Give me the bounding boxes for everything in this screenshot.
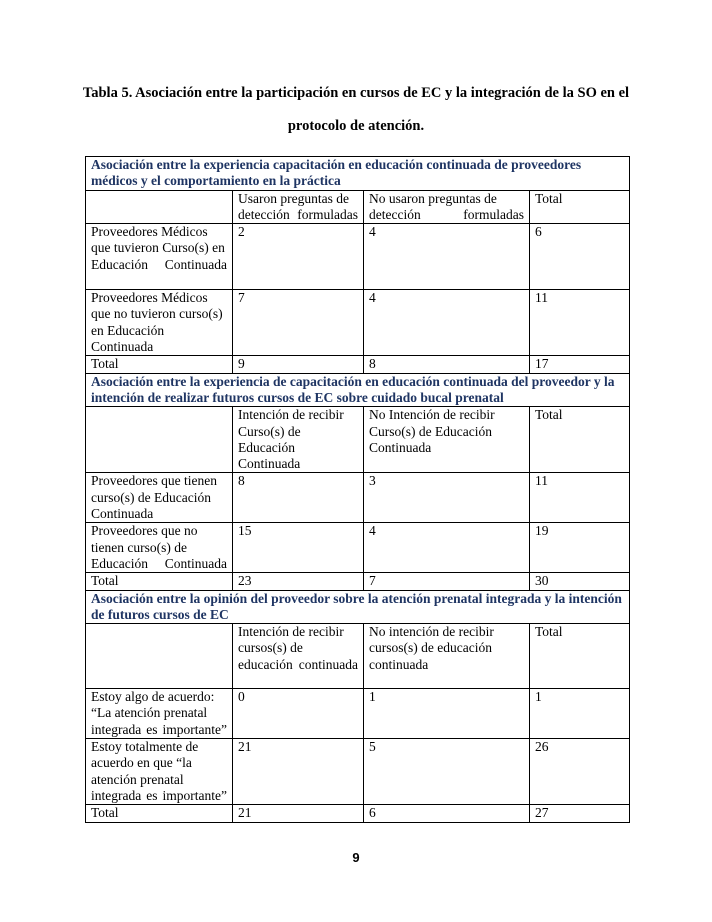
- cell-value: 5: [364, 739, 530, 805]
- cell-value: 2: [233, 224, 364, 290]
- cell-value: 27: [530, 805, 630, 822]
- cell-value: 4: [364, 290, 530, 356]
- row-label: Estoy algo de acuerdo: “La atención prenatal integrada es importante”: [86, 689, 233, 739]
- row-label: Total: [86, 805, 233, 822]
- empty-header-cell: [86, 190, 233, 224]
- cell-value: 19: [530, 523, 630, 573]
- row-label: Total: [86, 573, 233, 590]
- section-3-col-2-header: No intención de recibir cursos(s) de educación continuada: [364, 624, 530, 689]
- section-1-col-2-header: No usaron preguntas de detección formuladas: [364, 190, 530, 224]
- cell-value: 17: [530, 356, 630, 373]
- section-2-col-3-header: Total: [530, 407, 630, 473]
- cell-value: 26: [530, 739, 630, 805]
- cell-value: 1: [530, 689, 630, 739]
- cell-value: 15: [233, 523, 364, 573]
- cell-value: 6: [364, 805, 530, 822]
- cell-value: 7: [364, 573, 530, 590]
- section-3-column-header-row: [86, 624, 630, 689]
- cell-value: 4: [364, 523, 530, 573]
- cell-value: 21: [233, 739, 364, 805]
- table-row: [86, 689, 630, 739]
- cell-value: 11: [530, 290, 630, 356]
- section-2-heading-row: [86, 373, 630, 407]
- section-2-col-1-header: Intención de recibir Curso(s) de Educación Continuada: [233, 407, 364, 473]
- section-1-heading-row: [86, 157, 630, 191]
- cell-value: 8: [364, 356, 530, 373]
- cell-value: 7: [233, 290, 364, 356]
- table-row: [86, 739, 630, 805]
- section-3-col-3-header: Total: [530, 624, 630, 689]
- row-label: Total: [86, 356, 233, 373]
- cell-value: 23: [233, 573, 364, 590]
- table-row: [86, 224, 630, 290]
- empty-header-cell: [86, 624, 233, 689]
- table-title-line-1: Tabla 5. Asociación entre la participación en cursos de EC y la integración de la SO en el: [82, 85, 630, 101]
- row-label: Estoy totalmente de acuerdo en que “la atención prenatal integrada es importante”: [86, 739, 233, 805]
- total-row: [86, 356, 630, 373]
- section-2-col-2-header: No Intención de recibir Curso(s) de Educación Continuada: [364, 407, 530, 473]
- section-3-col-1-header: Intención de recibir cursos(s) de educación continuada: [233, 624, 364, 689]
- cell-value: 6: [530, 224, 630, 290]
- section-2-heading: Asociación entre la experiencia de capacitación en educación continuada del proveedor y la intención de realizar futuros cursos de EC sobre cuidado bucal prenatal: [86, 373, 630, 407]
- section-3-heading: Asociación entre la opinión del proveedor sobre la atención prenatal integrada y la intención de futuros cursos de EC: [86, 590, 630, 624]
- cell-value: 30: [530, 573, 630, 590]
- section-1-column-header-row: [86, 190, 630, 224]
- total-row: [86, 573, 630, 590]
- cell-value: 11: [530, 473, 630, 523]
- table-row: [86, 290, 630, 356]
- table-title-line-2: protocolo de atención.: [287, 118, 425, 134]
- cell-value: 21: [233, 805, 364, 822]
- section-1-col-3-header: Total: [530, 190, 630, 224]
- empty-header-cell: [86, 407, 233, 473]
- cell-value: 4: [364, 224, 530, 290]
- table-row: [86, 473, 630, 523]
- cell-value: 9: [233, 356, 364, 373]
- cell-value: 8: [233, 473, 364, 523]
- row-label: Proveedores que tienen curso(s) de Educación Continuada: [86, 473, 233, 523]
- total-row: [86, 805, 630, 822]
- cell-value: 3: [364, 473, 530, 523]
- section-3-heading-row: [86, 590, 630, 624]
- section-2-column-header-row: [86, 407, 630, 473]
- cell-value: 1: [364, 689, 530, 739]
- page-number: 9: [352, 850, 360, 865]
- row-label: Proveedores Médicos que tuvieron Curso(s) en Educación Continuada: [86, 224, 233, 290]
- table-row: [86, 523, 630, 573]
- row-label: Proveedores Médicos que no tuvieron curso(s) en Educación Continuada: [86, 290, 233, 356]
- row-label: Proveedores que no tienen curso(s) de Educación Continuada: [86, 523, 233, 573]
- section-1-heading: Asociación entre la experiencia capacitación en educación continuada de proveedores médicos y el comportamiento en la práctica: [86, 157, 630, 191]
- section-1-col-1-header: Usaron preguntas de detección formuladas: [233, 190, 364, 224]
- association-table: [85, 156, 630, 823]
- cell-value: 0: [233, 689, 364, 739]
